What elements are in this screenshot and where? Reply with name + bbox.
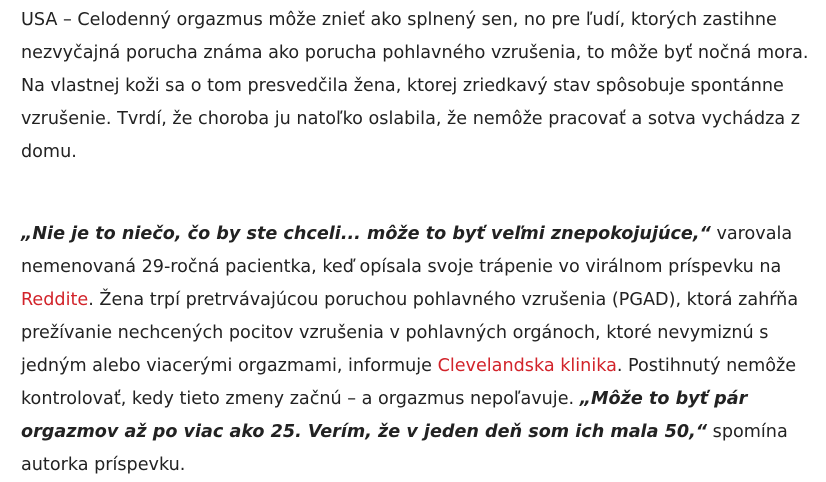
article-paragraph-quote [21,218,817,482]
paragraph-text: . Žena trpí pretrvávajúcou poruchou pohlavného vzrušenia (PGAD), ktorá zahŕňa prežívanie nechcených pocitov vzrušenia v pohlavných orgánoch, ktoré nevymiznú s jedným alebo viacerými orgazmami, informuje [21,290,799,376]
reddit-link[interactable]: Reddite [21,290,89,310]
article-body [21,4,817,482]
paragraph-text: spomína autorka príspevku. [21,422,788,475]
quote-text: „Nie je to niečo, čo by ste chceli... môže to byť veľmi znepokojujúce,“ [21,224,711,244]
cleveland-clinic-link[interactable]: Clevelandska klinika [437,356,617,376]
paragraph-text: . Postihnutý nemôže kontrolovať, kedy tieto zmeny začnú – a orgazmus nepoľavuje. [21,356,797,409]
paragraph-text: varovala nemenovaná 29-ročná pacientka, keď opísala svoje trápenie vo virálnom príspevku na [21,224,793,277]
article-paragraph-intro: USA – Celodenný orgazmus môže znieť ako splnený sen, no pre ľudí, ktorých zastihne nezvyčajná porucha známa ako porucha pohlavného vzrušenia, to môže byť nočná mora. Na vlastnej koži sa o tom presvedčila žena, ktorej zriedkavý stav spôsobuje spontánne vzrušenie. Tvrdí, že choroba ju natoľko oslabila, že nemôže pracovať a sotva vychádza z domu. [21,10,809,162]
quote-text: „Môže to byť pár orgazmov až po viac ako 25. Verím, že v jeden deň som ich mala 50,“ [21,389,748,442]
